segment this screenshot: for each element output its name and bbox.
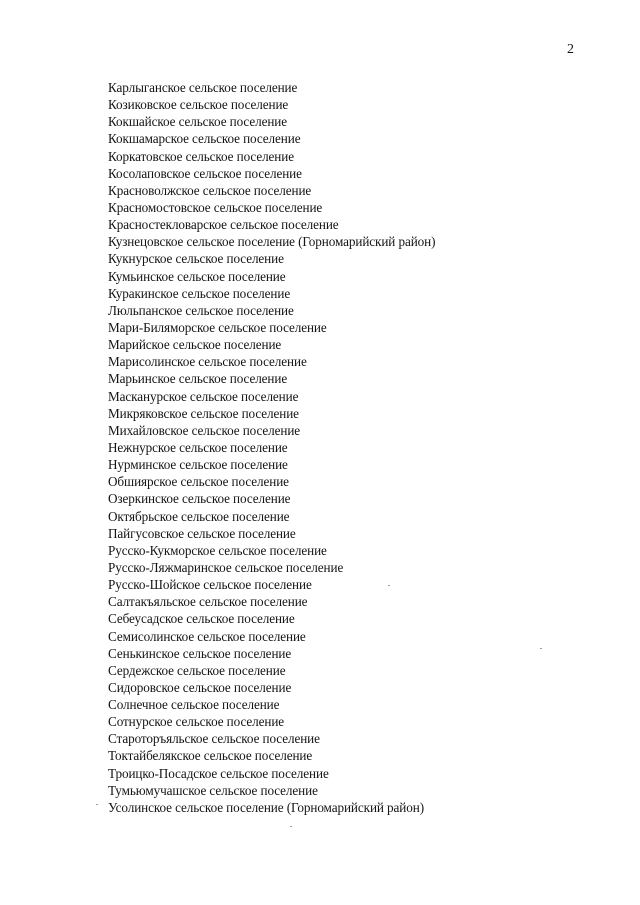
list-item: Солнечное сельское поселение (108, 697, 280, 713)
list-item: Сенькинское сельское поселение (108, 645, 292, 661)
list-item: Сидоровское сельское поселение (108, 679, 292, 695)
list-item: Красноволжское сельское поселение (108, 182, 312, 198)
list-item: Масканурское сельское поселение (108, 388, 299, 404)
list-item: Нурминское сельское поселение (108, 457, 288, 473)
list-item: Карлыганское сельское поселение (108, 80, 298, 95)
list-item: Красномостовское сельское поселение (108, 199, 323, 215)
list-item: Кукнурское сельское поселение (108, 251, 284, 267)
list-item: Обшиярское сельское поселение (108, 474, 289, 490)
list-item: Михайловское сельское поселение (108, 422, 301, 438)
list-item: Пайгусовское сельское поселение (108, 525, 296, 541)
list-item: Староторъяльское сельское поселение (108, 731, 320, 747)
list-item: Сотнурское сельское поселение (108, 714, 285, 730)
scan-speck (540, 648, 542, 649)
list-item: Озеркинское сельское поселение (108, 491, 291, 507)
list-item: Русско-Кукморское сельское поселение (108, 542, 327, 558)
list-item: Люльпанское сельское поселение (108, 302, 294, 318)
list-item: Троицко-Посадское сельское поселение (108, 765, 329, 781)
scan-speck (388, 585, 390, 586)
list-item: Сердежское сельское поселение (108, 662, 286, 678)
list-item: Кузнецовское сельское поселение (Горномарийский район) (108, 234, 436, 250)
list-item: Октябрьское сельское поселение (108, 508, 290, 524)
list-item: Красностекловарское сельское поселение (108, 217, 339, 233)
list-item: Марийское сельское поселение (108, 337, 282, 353)
list-item: Русско-Ляжмаринское сельское поселение (108, 559, 344, 575)
list-item: Козиковское сельское поселение (108, 97, 289, 113)
list-item: Куракинское сельское поселение (108, 285, 291, 301)
list-item: Кокшамарское сельское поселение (108, 131, 301, 147)
list-item: Салтакъяльское сельское поселение (108, 594, 308, 610)
list-item: Себеусадское сельское поселение (108, 611, 295, 627)
list-item: Русско-Шойское сельское поселение (108, 577, 312, 593)
list-item: Семисолинское сельское поселение (108, 628, 306, 644)
list-item: Коркатовское сельское поселение (108, 148, 294, 164)
list-item: Токтайбелякское сельское поселение (108, 748, 313, 764)
list-item: Нежнурское сельское поселение (108, 439, 288, 455)
scan-speck (96, 804, 98, 805)
list-item: Кумьинское сельское поселение (108, 268, 286, 284)
list-item: Усолинское сельское поселение (Горномарийский район) (108, 799, 424, 815)
page-number: 2 (567, 42, 574, 57)
settlement-list (108, 79, 435, 816)
list-item: Мари-Биляморское сельское поселение (108, 319, 327, 335)
list-item: Микряковское сельское поселение (108, 405, 299, 421)
list-item: Марисолинское сельское поселение (108, 354, 307, 370)
list-item: Косолаповское сельское поселение (108, 165, 302, 181)
list-item: Тумьюмучашское сельское поселение (108, 782, 318, 798)
scan-speck (290, 826, 292, 827)
list-item: Марьинское сельское поселение (108, 371, 288, 387)
list-item: Кокшайское сельское поселение (108, 114, 288, 130)
